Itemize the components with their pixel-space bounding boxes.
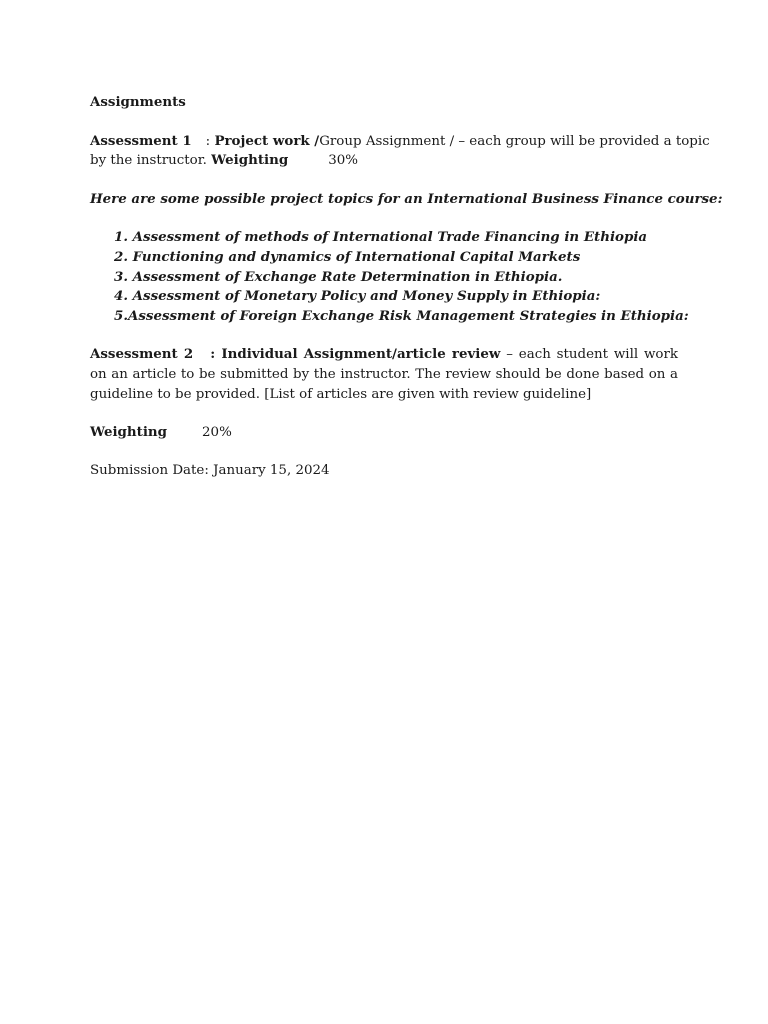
section-heading: Assignments	[90, 94, 186, 110]
weighting-2-value: 20%	[202, 425, 232, 441]
assessment-1-sep: :	[205, 133, 211, 149]
assessment-1-desc: Group Assignment / – each group will be provided a topic	[319, 133, 710, 149]
topic-item: 3. Assessment of Exchange Rate Determination in Ethiopia.	[114, 268, 563, 285]
assessment-2-desc: – each student will work on an article to be submitted by the instructor. The review should be done based on a guideline to be provided. [List of articles are given with review guideline]	[90, 347, 679, 402]
topic-list	[90, 228, 689, 326]
weighting-2	[90, 423, 678, 443]
assessment-1-project: Project work /	[214, 132, 320, 149]
topics-intro: Here are some possible project topics for an International Business Finance course:	[90, 190, 723, 207]
assessment-2-label: Assessment 2	[90, 346, 194, 363]
topic-item: 1. Assessment of methods of International Trade Financing in Ethiopia	[114, 229, 648, 246]
topic-item: 4. Assessment of Monetary Policy and Money Supply in Ethiopia:	[114, 288, 601, 305]
assessment-2-paragraph	[90, 345, 678, 404]
assessment-2-title: : Individual Assignment/article review	[210, 346, 501, 363]
assessment-1-line-1	[90, 132, 710, 152]
topic-item: 2. Functioning and dynamics of International Capital Markets	[114, 248, 581, 265]
assessment-1-weighting-label: Weighting	[211, 152, 289, 169]
submission-date: Submission Date: January 15, 2024	[90, 463, 330, 479]
assessment-1-weighting-value: 30%	[328, 153, 358, 169]
assessment-1-line-2	[90, 151, 678, 171]
weighting-2-label: Weighting	[90, 424, 168, 441]
topic-item: 5.Assessment of Foreign Exchange Risk Management Strategies in Ethiopia:	[114, 307, 689, 324]
document-page	[90, 93, 723, 481]
assessment-1-desc-2: by the instructor.	[90, 153, 207, 169]
assessment-1-label: Assessment 1	[90, 132, 192, 149]
